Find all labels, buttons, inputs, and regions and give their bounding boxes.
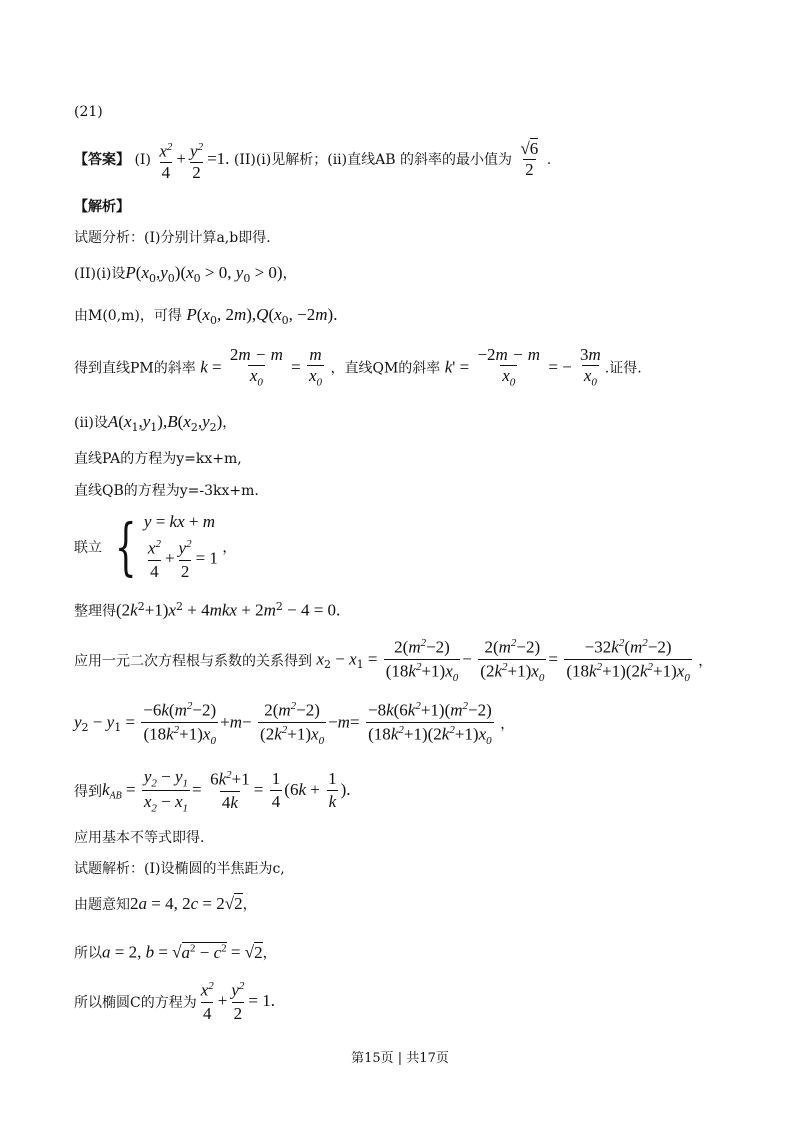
fraction: $\frac{x^2}{4}$	[159, 141, 173, 182]
answer-part1-result: =1.	[207, 148, 230, 168]
fraction: $\frac{3m}{x_0}$	[578, 346, 603, 391]
fraction: $\frac{2m - m}{x_0}$	[228, 346, 285, 391]
sqrt6-over-2: $\frac{√6}{2}$	[520, 139, 539, 180]
fraction: $\frac{6k^2+1}{4k}$	[210, 769, 250, 812]
fraction: $\frac{-2m - m}{x_0}$	[475, 346, 542, 391]
analysis-line-3: 由M(0,m)，可得 $P(x_0$, $2m),Q(x_0$, −2m).	[74, 305, 338, 327]
fraction: $\frac{y^2}{2}$	[190, 141, 204, 182]
equation-system: { y = kx + m $\frac{x^2}{4}$ + $\frac{y^2}{2}$ = 1	[115, 509, 218, 583]
fraction: $\frac{x^2}{4}$	[200, 980, 214, 1023]
fraction: $\frac{2(m^2-2)}{(2k^2+1)x_0}$	[480, 637, 545, 684]
fraction: $\frac{1}{k}$	[328, 769, 337, 812]
analysis-line-4: 得到直线PM的斜率 k = $\frac{2m - m}{x_0}$ = $\frac{m}{x_0}$ ，直线QM的斜率 k' = $\frac{-2m - m}{x_0}$ = − $\frac{3m}{x_0}$ .证得.	[74, 346, 642, 391]
fraction: $\frac{-6k(m^2-2)}{(18k^2+1)x_0}$	[143, 700, 217, 747]
analysis-line-12: 得到$k_{AB}$ = $\frac{y_2 - y_1}{x_2 - x_1}$ = $\frac{6k^2+1}{4k}$ = $\frac{1}{4}$ (6k + $\frac{1}{k}$ ).	[74, 767, 351, 815]
fraction: $\frac{2(m^2-2)}{(2k^2+1)x_0}$	[260, 700, 325, 747]
analysis-line-7: 直线QB的方程为y=-3kx+m.	[74, 483, 259, 499]
analysis-line-2: (II)(i)设$P(x_0,y_0)(x_0 > 0$, $y_0 > 0$)，	[74, 263, 297, 285]
problem-number: (21)	[74, 104, 103, 120]
analysis-line-10: 应用一元二次方程根与系数的关系得到 $x_2 - x_1$ = $\frac{2(m^2-2)}{(18k^2+1)x_0}$ − $\frac{2(m^2-2)}{(2k^2+1)x_0}$ = $\frac{-32k^2(m^2-2)}{(18k^2+1)(2k^2+1)x_0}$ ，	[74, 637, 713, 684]
fraction: $\frac{1}{4}$	[271, 769, 281, 812]
answer-label: 【答案】	[74, 151, 130, 168]
fraction: $\frac{2(m^2-2)}{(18k^2+1)x_0}$	[385, 637, 459, 684]
analysis-line-8: 联立 { y = kx + m $\frac{x^2}{4}$ + $\frac{y^2}{2}$ = 1 ，	[74, 509, 237, 583]
page-footer: 第15页 | 共17页	[351, 1051, 449, 1066]
fraction: $\frac{m}{x_0}$	[307, 346, 324, 391]
analysis-label: 【解析】	[74, 199, 130, 215]
answer-part1: (I)	[134, 151, 151, 168]
analysis-line-14: 试题解析：(I)设椭圆的半焦距为c,	[74, 861, 285, 877]
fraction: $\frac{-8k(6k^2+1)(m^2-2)}{(18k^2+1)(2k^2+1)x_0}$	[367, 700, 492, 747]
analysis-line-6: 直线PA的方程为y=kx+m,	[74, 451, 242, 467]
analysis-line-9: 整理得$(2k^2+1)x^2 + 4mkx + 2m^2 - 4 = 0$.	[74, 600, 341, 620]
answer-part2: (II)(i)见解析；(ii)直线AB 的斜率的最小值为	[233, 151, 512, 168]
fraction: $\frac{-32k^2(m^2-2)}{(18k^2+1)(2k^2+1)x_0}$	[566, 637, 690, 684]
analysis-line-11: $y_2 - y_1$ = $\frac{-6k(m^2-2)}{(18k^2+1)x_0}$ +m− $\frac{2(m^2-2)}{(2k^2+1)x_0}$ −m= $\frac{-8k(6k^2+1)(m^2-2)}{(18k^2+1)(2k^2+1)x_0}$ ，	[74, 700, 515, 747]
analysis-line-15: 由题意知2a = 4, 2c = 2√2，	[74, 894, 257, 913]
answer-line: 【答案】 (I) $\frac{x^2}{4}$ + $\frac{y^2}{2}$ =1. (II)(i)见解析；(ii)直线AB 的斜率的最小值为 $\frac{√6}{2}$ .	[74, 139, 552, 182]
analysis-line-13: 应用基本不等式即得.	[74, 830, 205, 846]
analysis-line-5: (ii)设$A(x_1,y_1),B(x_2,y_2)$，	[74, 412, 237, 434]
analysis-line-17: 所以椭圆C的方程为 $\frac{x^2}{4}$ + $\frac{y^2}{2}$ = 1.	[74, 980, 275, 1023]
analysis-line-1: 试题分析：(I)分别计算a,b即得.	[74, 230, 271, 246]
fraction: $\frac{y^2}{2}$	[231, 980, 245, 1023]
fraction: $\frac{y_2 - y_1}{x_2 - x_1}$	[143, 767, 189, 815]
analysis-line-16: 所以a = 2, $b = √a^2 - c^2 = √2$，	[74, 942, 277, 962]
